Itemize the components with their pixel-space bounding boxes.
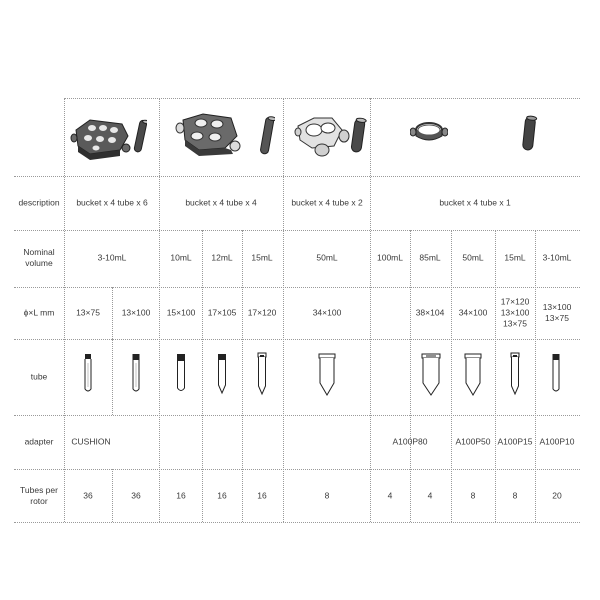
grid-line xyxy=(159,98,160,522)
dimension-cell-text: 17×120 13×100 13×75 xyxy=(500,296,530,329)
row-label-tube: tube xyxy=(30,371,48,382)
tubes-per-rotor-cell: 20 xyxy=(552,490,562,501)
dimension-cell: 38×104 xyxy=(415,307,445,318)
dimension-cell: 17×105 xyxy=(207,307,237,318)
row-label-description: description xyxy=(18,197,60,208)
adapter-cell: A100P15 xyxy=(497,436,533,447)
bucket-6-hole-icon xyxy=(70,114,132,160)
grid-line xyxy=(112,469,113,522)
grid-line xyxy=(14,176,580,177)
test-tube-icon xyxy=(131,353,141,393)
volume-cell: 15mL xyxy=(251,252,273,263)
test-tube-icon xyxy=(520,114,538,154)
adapter-cell: A100P10 xyxy=(539,436,575,447)
test-tube-icon xyxy=(256,352,268,396)
volume-cell: 12mL xyxy=(211,252,233,263)
bucket-ring-icon xyxy=(410,120,448,144)
tubes-per-rotor-cell: 36 xyxy=(131,490,141,501)
row-label-nominal-volume xyxy=(23,247,54,269)
row-label-tubes-per-rotor xyxy=(20,485,58,507)
dimension-cell: 13×100 xyxy=(121,307,151,318)
tubes-per-rotor-cell: 16 xyxy=(257,490,267,501)
grid-line xyxy=(451,230,452,522)
tubes-per-rotor-cell: 8 xyxy=(512,490,518,501)
volume-cell: 85mL xyxy=(419,252,441,263)
grid-line xyxy=(535,230,536,522)
dimension-cell: 13×75 xyxy=(76,307,100,318)
grid-line xyxy=(112,339,113,415)
test-tube-icon xyxy=(349,116,367,156)
dimension-cell xyxy=(543,302,572,324)
tubes-per-rotor-cell: 16 xyxy=(217,490,227,501)
volume-cell: 10mL xyxy=(170,252,192,263)
test-tube-icon xyxy=(509,352,521,396)
volume-cell: 100mL xyxy=(377,252,403,263)
grid-line xyxy=(64,98,580,99)
test-tube-icon xyxy=(420,353,442,397)
adapter-cell: A100P80 xyxy=(392,436,428,447)
dimension-cell: 15×100 xyxy=(166,307,196,318)
tubes-per-rotor-cell: 8 xyxy=(470,490,476,501)
test-tube-icon xyxy=(83,353,93,393)
grid-line xyxy=(370,98,371,522)
tubes-per-rotor-cell: 4 xyxy=(387,490,393,501)
description-bucket-6: bucket x 4 tube x 6 xyxy=(76,197,148,208)
tubes-per-rotor-cell: 16 xyxy=(176,490,186,501)
test-tube-icon xyxy=(175,353,187,393)
grid-line xyxy=(283,98,284,522)
test-tube-icon xyxy=(259,114,275,158)
tubes-per-rotor-cell: 36 xyxy=(83,490,93,501)
grid-line xyxy=(14,522,580,523)
description-bucket-1: bucket x 4 tube x 1 xyxy=(439,197,511,208)
description-bucket-2: bucket x 4 tube x 2 xyxy=(291,197,363,208)
grid-line xyxy=(202,230,203,522)
row-label-text: Tubes per rotor xyxy=(20,485,58,506)
dimension-cell: 17×120 xyxy=(247,307,277,318)
volume-cell: 3-10mL xyxy=(97,252,127,263)
rotor-spec-table xyxy=(14,98,580,522)
row-label-dimensions: ϕ×L mm xyxy=(23,307,55,318)
volume-cell: 50mL xyxy=(316,252,338,263)
tubes-per-rotor-cell: 8 xyxy=(324,490,330,501)
grid-line xyxy=(112,287,113,339)
grid-line xyxy=(410,230,411,522)
test-tube-icon xyxy=(463,353,483,397)
grid-line xyxy=(495,230,496,522)
test-tube-icon xyxy=(133,118,147,156)
volume-cell: 15mL xyxy=(504,252,526,263)
dimension-cell: 34×100 xyxy=(312,307,342,318)
test-tube-icon xyxy=(551,353,561,393)
bucket-4-hole-icon xyxy=(175,110,241,156)
test-tube-icon xyxy=(317,353,337,397)
tubes-per-rotor-cell: 4 xyxy=(427,490,433,501)
grid-line xyxy=(64,98,65,522)
bucket-2-hole-icon xyxy=(292,110,352,160)
row-label-adapter: adapter xyxy=(24,436,54,447)
volume-cell: 3-10mL xyxy=(542,252,572,263)
adapter-cell: A100P50 xyxy=(455,436,491,447)
dimension-cell-text: 13×100 13×75 xyxy=(542,302,572,323)
dimension-cell: 34×100 xyxy=(458,307,488,318)
volume-cell: 50mL xyxy=(462,252,484,263)
row-label-text: Nominal volume xyxy=(23,247,55,268)
test-tube-icon xyxy=(216,353,228,395)
adapter-cell: CUSHION xyxy=(71,436,111,447)
grid-line xyxy=(242,230,243,522)
dimension-cell xyxy=(501,297,530,330)
description-bucket-4: bucket x 4 tube x 4 xyxy=(185,197,257,208)
